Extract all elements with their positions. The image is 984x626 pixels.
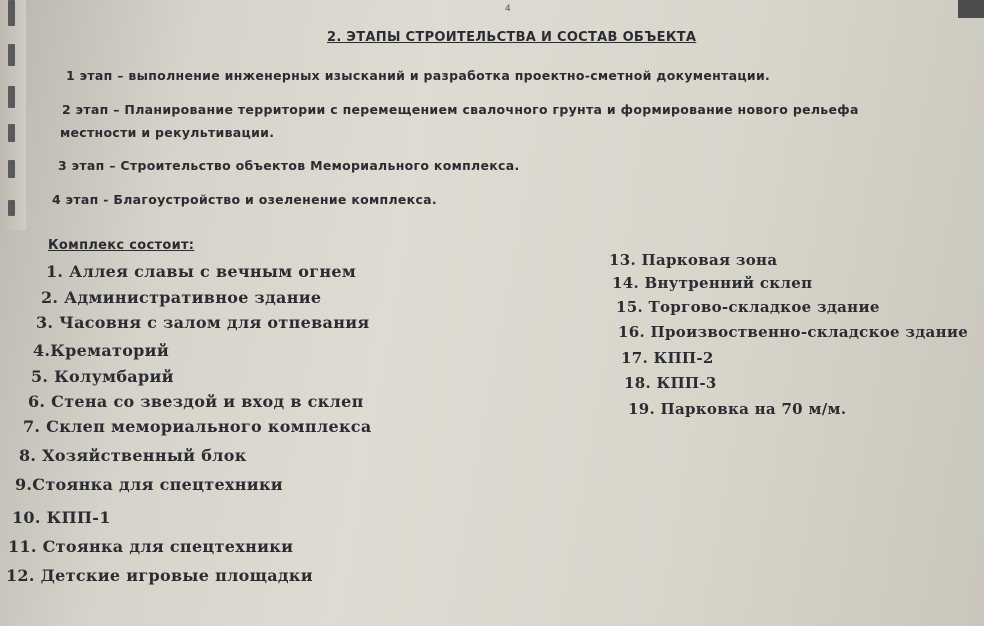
list-item: 19. Парковка на 70 м/м. bbox=[628, 400, 847, 418]
list-item: 5. Колумбарий bbox=[31, 367, 174, 386]
dark-corner bbox=[958, 0, 984, 18]
list-item: 2. Административное здание bbox=[41, 288, 322, 307]
list-item: 9.Стоянка для спецтехники bbox=[15, 475, 283, 494]
stage-2-line-1: 2 этап – Планирование территории с перемещением свалочного грунта и формирование нового рельефа bbox=[62, 102, 859, 117]
list-item: 17. КПП-2 bbox=[621, 349, 714, 367]
stage-1: 1 этап – выполнение инженерных изысканий и разработка проектно-сметной документации. bbox=[66, 68, 771, 83]
list-item: 3. Часовня с залом для отпевания bbox=[36, 313, 370, 332]
stage-2-line-2: местности и рекультивации. bbox=[60, 125, 275, 140]
page-number: 4 bbox=[505, 4, 511, 14]
list-item: 10. КПП-1 bbox=[12, 508, 111, 527]
list-item: 4.Крематорий bbox=[33, 341, 169, 360]
list-item: 11. Стоянка для спецтехники bbox=[8, 537, 294, 556]
stage-3: 3 этап – Строительство объектов Мемориального комплекса. bbox=[58, 158, 520, 173]
list-item: 18. КПП-3 bbox=[624, 374, 717, 392]
binding-edge bbox=[0, 0, 26, 230]
list-item: 13. Парковая зона bbox=[609, 251, 778, 269]
composition-heading: Комплекс состоит: bbox=[48, 238, 195, 253]
list-item: 6. Стена со звездой и вход в склеп bbox=[28, 392, 364, 411]
list-item: 1. Аллея славы с вечным огнем bbox=[46, 262, 357, 281]
list-item: 7. Склеп мемориального комплекса bbox=[23, 417, 372, 436]
stage-4: 4 этап - Благоустройство и озеленение комплекса. bbox=[52, 192, 437, 207]
list-item: 8. Хозяйственный блок bbox=[19, 446, 247, 465]
list-item: 15. Торгово-складкое здание bbox=[616, 298, 880, 316]
list-item: 16. Произвоственно-складское здание bbox=[618, 323, 969, 341]
list-item: 12. Детские игровые площадки bbox=[6, 566, 313, 585]
list-item: 14. Внутренний склеп bbox=[612, 274, 813, 292]
section-heading: 2. ЭТАПЫ СТРОИТЕЛЬСТВА И СОСТАВ ОБЪЕКТА bbox=[327, 30, 697, 45]
